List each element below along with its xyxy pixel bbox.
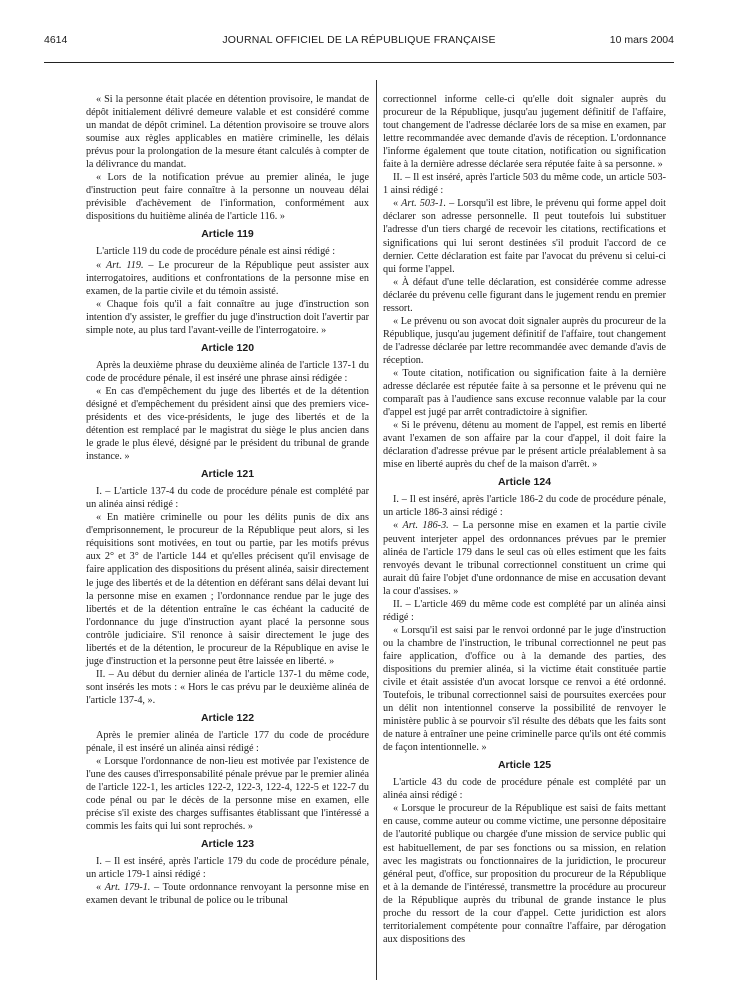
paragraph: « Toute citation, notification ou signification faite à la dernière adresse déclarée est réputée faite à sa personne et le prévenu qui ne comparaît pas à l'audience sans excuse reconnue valable par la cour d'appel est jugé par arrêt contradictoire à signifier.	[383, 367, 666, 419]
paragraph: « Lorsque l'ordonnance de non-lieu est motivée par l'existence de l'une des causes d'irresponsabilité pénale prévue par le premier alinéa de l'article 122-1, les articles 122-2, 122-3, 122-4, 122-5 et 122-7 du code pénal ou par le décès de la personne mise en examen, elle précise s'il existe des charges suffisantes établissant que l'intéressé a commis les faits qui lui sont reprochés. »	[86, 756, 369, 833]
page-header	[44, 34, 674, 50]
paragraph: « En matière criminelle ou pour les délits punis de dix ans d'emprisonnement, le procureur de la République peut alors, si les réquisitions sont motivées, en tout ou partie, par les motifs prévus aux 2° et 3° de l'article 144 et qu'elles précisent qu'il envisage de faire application des dispositions du présent alinéa, saisir directement le juge des libertés et de la détention en déférant sans délai devant lui la personne mise en examen ; l'ordonnance rendue par le juge des libertés et de la détention entraîne le cas échéant la caducité de l'ordonnance du juge d'instruction ayant placé la personne sous contrôle judiciaire. S'il renonce à saisir directement le juge des libertés et de la détention, le procureur de la République en avise le juge d'instruction et la personne peut être laissée en liberté. »	[86, 512, 369, 667]
paragraph: II. – Il est inséré, après l'article 503 du même code, un article 503-1 ainsi rédigé :	[383, 172, 666, 197]
article-reference: Art. 503-1.	[401, 198, 447, 210]
article-heading: Article 119	[201, 228, 254, 241]
paragraph: II. – L'article 469 du même code est complété par un alinéa ainsi rédigé :	[383, 598, 666, 623]
article-heading: Article 120	[200, 341, 255, 354]
article-heading: Article 125	[497, 759, 552, 772]
paragraph: « Si la personne était placée en détention provisoire, le mandat de dépôt initialement délivré demeure valable et est considéré comme un mandat de dépôt criminel. La détention provisoire se trouve alors soumise aux règles applicables en matière criminelle, les délais prévus pour la prolongation de la mesure étant calculés à compter de la délivrance du mandat.	[86, 94, 369, 171]
paragraph: « Lors de la notification prévue au premier alinéa, le juge d'instruction peut faire connaître à la personne un nouveau délai prévisible d'achèvement de l'information, conformément aux dispositions du huitième alinéa de l'article 116. »	[86, 172, 369, 223]
article-reference: Art. 119.	[105, 259, 144, 271]
paragraph: « Lorsque le procureur de la République est saisi de faits mettant en cause, comme auteur ou comme victime, une personne dépositaire de l'autorité publique ou chargée d'une mission de service public qui est habituellement, de par ses fonctions ou sa mission, en relation avec les magistrats ou fonctionnaires de la juridiction, le procureur général peut, d'office, sur proposition du procureur de la République et à la demande de l'intéressé, transmettre la procédure au procureur de la République auprès du tribunal de grande instance le plus proche du ressort de la cour d'appel. Cette juridiction est alors territorialement compétente pour connaître l'affaire, par dérogation aux dispositions des	[383, 803, 666, 945]
paragraph: « Art. 119. – Le procureur de la République peut assister aux interrogatoires, auditions et confrontations de la personne mise en examen, de la partie civile et du témoin assisté.	[86, 259, 370, 297]
paragraph: « Le prévenu ou son avocat doit signaler auprès du procureur de la République, jusqu'au jugement définitif de l'affaire, tout changement de l'adresse déclarée par lettre recommandée avec demande d'avis de réception.	[383, 315, 666, 366]
paragraph: « Art. 503-1. – Lorsqu'il est libre, le prévenu qui forme appel doit déclarer son adresse personnelle. Il peut toutefois lui substituer l'adresse d'un tiers chargé de recevoir les citations, rectifications et significations qui lui seront destinées s'il produit l'accord de ce dernier. Cette déclaration est faite par l'avocat du prévenu si celui-ci qui forme l'appel.	[383, 198, 667, 275]
paragraph: « Si le prévenu, détenu au moment de l'appel, est remis en liberté avant l'examen de son affaire par la cour d'appel, il doit faire la déclaration d'adresse prévue par le présent article préalablement à sa mise en liberté auprès du chef de la maison d'arrêt. »	[383, 420, 666, 471]
left-column	[86, 93, 369, 908]
paragraph: I. – L'article 137-4 du code de procédure pénale est complété par un alinéa ainsi rédigé :	[86, 486, 369, 511]
paragraph: « Lorsqu'il est saisi par le renvoi ordonné par le juge d'instruction ou la chambre de l'instruction, le tribunal correctionnel ne peut pas faire application, d'office ou à la demande des parties, des dispositions du premier alinéa, si la victime était constituée partie civile et était assistée d'un avocat lorsque ce renvoi a été ordonné. Toutefois, le tribunal correctionnel saisi de poursuites exercées pour un délit non intentionnel conserve la possibilité de renvoyer le ministère public à se pourvoir s'il résulte des débats que les faits sont de nature à entraîner une peine criminelle parce qu'ils ont été commis de façon intentionnelle. »	[383, 624, 666, 754]
paragraph: L'article 119 du code de procédure pénale est ainsi rédigé :	[96, 246, 336, 258]
column-divider	[376, 80, 377, 980]
article-reference: Art. 179-1.	[104, 882, 151, 894]
article-heading: Article 121	[200, 468, 255, 481]
publication-date: 10 mars 2004	[609, 34, 674, 46]
journal-title: JOURNAL OFFICIEL DE LA RÉPUBLIQUE FRANÇAISE	[222, 34, 496, 46]
paragraph: I. – Il est inséré, après l'article 179 du code de procédure pénale, un article 179-1 ainsi rédigé :	[86, 856, 369, 881]
article-heading: Article 122	[200, 711, 255, 724]
paragraph: « À défaut d'une telle déclaration, est considérée comme adresse déclarée du prévenu celle figurant dans le jugement rendu en premier ressort.	[383, 276, 666, 314]
paragraph: I. – Il est inséré, après l'article 186-2 du code de procédure pénale, un article 186-3 ainsi rédigé :	[383, 494, 666, 519]
paragraph: Après le premier alinéa de l'article 177 du code de procédure pénale, il est inséré un alinéa ainsi rédigé :	[86, 729, 369, 755]
paragraph: « Art. 186-3. – La personne mise en examen et la partie civile peuvent interjeter appel des ordonnances prévues par le premier alinéa de l'article 179 dans le seul cas où elles estiment que les faits renvoyés devant le tribunal correctionnel constituent un crime qui aurait dû faire l'objet d'une ordonnance de mise en accusation devant la cour d'assises. »	[383, 520, 667, 597]
page-number: 4614	[44, 34, 68, 46]
header-rule	[44, 62, 674, 63]
paragraph: « Art. 179-1. – Toute ordonnance renvoyant la personne mise en examen devant le tribunal de police ou le tribunal	[86, 882, 369, 907]
paragraph: « En cas d'empêchement du juge des libertés et de la détention désigné et d'empêchement du président ainsi que des premiers vice-présidents et des vice-présidents, le juge des libertés et de la détention est remplacé par le magistrat du siège le plus ancien dans le grade le plus élevé, désigné par le président du tribunal de grande instance. »	[86, 385, 369, 463]
right-column	[383, 93, 666, 946]
paragraph: L'article 43 du code de procédure pénale est complété par un alinéa ainsi rédigé :	[383, 777, 666, 802]
paragraph: « Chaque fois qu'il a fait connaître au juge d'instruction son intention d'y assister, le greffier du juge d'instruction doit l'avertir par simple note, au plus tard l'avant-veille de l'interrogatoire. »	[86, 298, 369, 336]
article-reference: Art. 186-3.	[402, 520, 449, 532]
article-heading: Article 124	[497, 476, 552, 489]
paragraph: Après la deuxième phrase du deuxième alinéa de l'article 137-1 du code de procédure pénale, il est inséré une phrase ainsi rédigée :	[86, 359, 369, 384]
paragraph: II. – Au début du dernier alinéa de l'article 137-1 du même code, sont insérés les mots : « Hors le cas prévu par le deuxième alinéa de l'article 137-4, ».	[86, 668, 369, 706]
paragraph: correctionnel informe celle-ci qu'elle doit signaler auprès du procureur de la République, jusqu'au jugement définitif de l'affaire, tout changement de l'adresse déclarée lors de sa mise en examen, par lettre recommandée avec demande d'avis de réception. L'ordonnance l'informe également que toute citation, notification ou signification faite à la dernière adresse déclarée sera réputée faite à sa personne. »	[383, 94, 666, 171]
article-heading: Article 123	[200, 838, 255, 851]
